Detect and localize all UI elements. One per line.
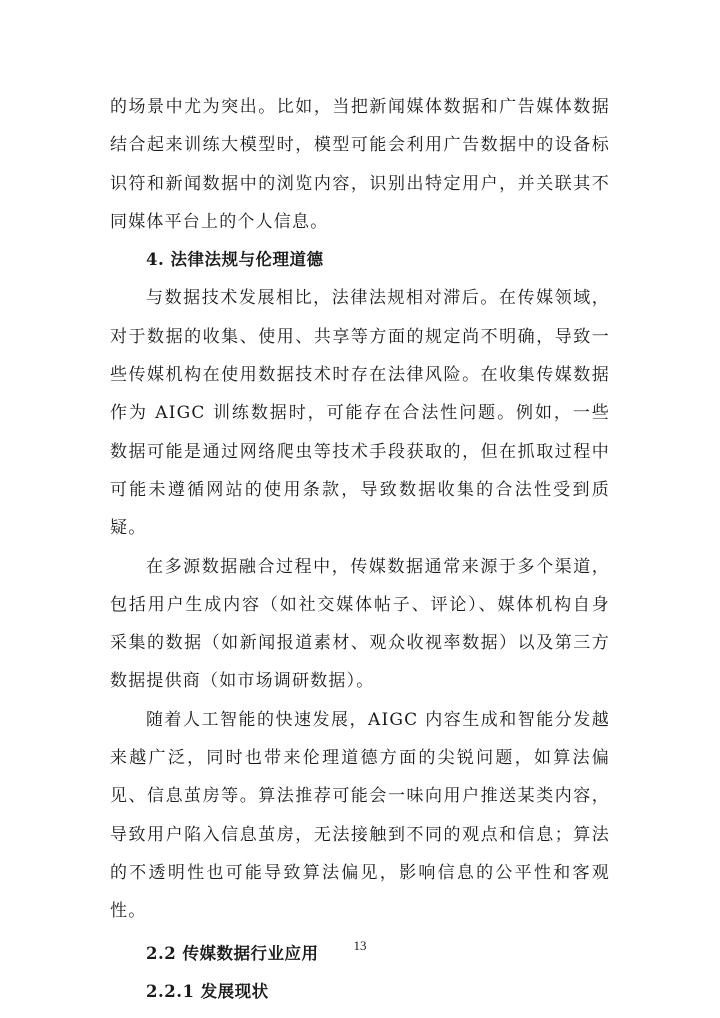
- section-heading-legal-ethics: 4. 法律法规与伦理道德: [146, 250, 324, 270]
- paragraph-multisource-fusion: 在多源数据融合过程中，传媒数据通常来源于多个渠道，包括用户生成内容（如社交媒体帖子、评论）、媒体机构自身采集的数据（如新闻报道素材、观众收视率数据）以及第三方数据提供商（如市场调研数据）。: [110, 556, 610, 692]
- document-body: [110, 88, 610, 1011]
- section-heading-2-2-1: 2.2.1 发展现状: [146, 981, 269, 1001]
- paragraph-continuation: 的场景中尤为突出。比如，当把新闻媒体数据和广告媒体数据结合起来训练大模型时，模型可能会利用广告数据中的设备标识符和新闻数据中的浏览内容，识别出特定用户，并关联其不同媒体平台上的个人信息。: [110, 97, 610, 232]
- section-heading-2-2: 2.2 传媒数据行业应用: [146, 943, 319, 963]
- paragraph-ai-ethics: 随着人工智能的快速发展，AIGC 内容生成和智能分发越来越广泛，同时也带来伦理道德方面的尖锐问题，如算法偏见、信息茧房等。算法推荐可能会一味向用户推送某类内容，导致用户陷入信息茧房，无法接触到不同的观点和信息；算法的不透明性也可能导致算法偏见，影响信息的公平性和客观性。: [110, 709, 610, 922]
- paragraph-legal-lag: 与数据技术发展相比，法律法规相对滞后。在传媒领域，对于数据的收集、使用、共享等方面的规定尚不明确，导致一些传媒机构在使用数据技术时存在法律风险。在收集传媒数据作为 AIGC 训练数据时，可能存在合法性问题。例如，一些数据可能是通过网络爬虫等技术手段获取的，但在抓取过程中可能未遵循网站的使用条款，导致数据收集的合法性受到质疑。: [110, 288, 610, 539]
- page-number: 13: [353, 938, 367, 953]
